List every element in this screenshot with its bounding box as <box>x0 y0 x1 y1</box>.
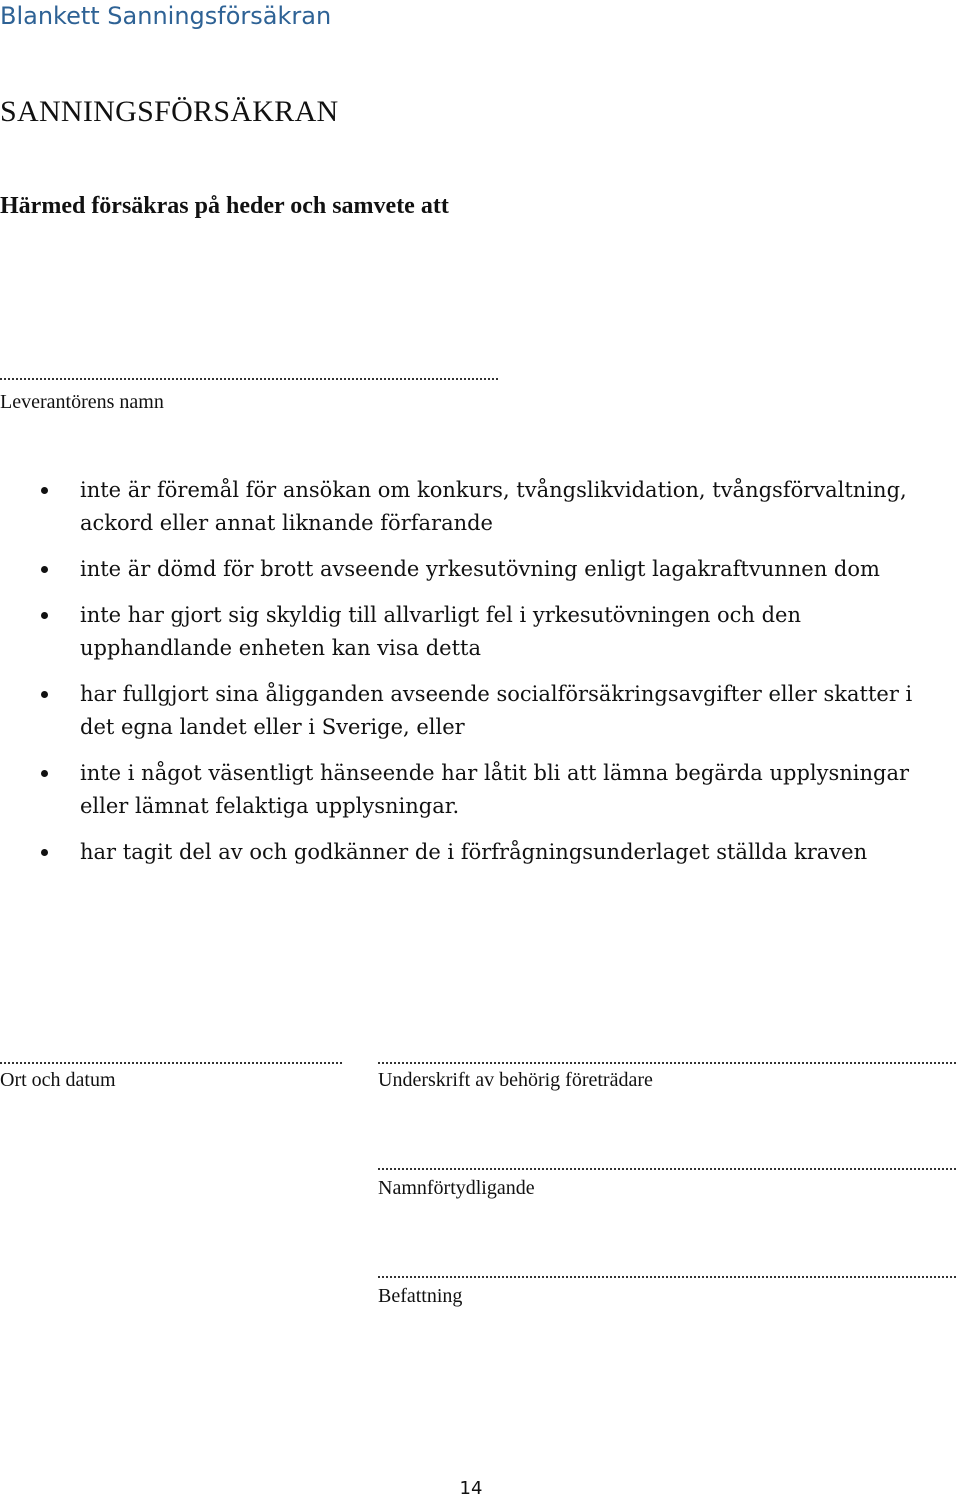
supplier-name-label: Leverantörens namn <box>0 391 164 413</box>
bullet-icon <box>41 849 48 856</box>
signature-label: Underskrift av behörig företrädare <box>378 1069 653 1091</box>
declaration-item <box>0 757 960 823</box>
position-label: Befattning <box>378 1285 463 1307</box>
declaration-text: har fullgjort sina åligganden avseende socialförsäkringsavgifter eller skatter i det egna landet eller i Sverige, eller <box>80 682 913 739</box>
bullet-icon <box>41 691 48 698</box>
declaration-text: inte i något väsentligt hänseende har låtit bli att lämna begärda upplysningar eller lämnat felaktiga upplysningar. <box>80 761 910 818</box>
document-title: SANNINGSFÖRSÄKRAN <box>0 95 339 128</box>
signature-line <box>378 1062 956 1064</box>
declaration-item <box>0 836 960 869</box>
supplier-name-line <box>0 378 498 380</box>
declaration-item <box>0 474 960 540</box>
bullet-icon <box>41 487 48 494</box>
document-subtitle: Härmed försäkras på heder och samvete att <box>0 193 449 219</box>
header-title: Blankett Sanningsförsäkran <box>0 2 332 30</box>
declaration-text: har tagit del av och godkänner de i förfrågningsunderlaget ställda kraven <box>80 840 868 864</box>
declaration-list <box>0 474 960 882</box>
place-date-line <box>0 1062 342 1064</box>
bullet-icon <box>41 770 48 777</box>
bullet-icon <box>41 566 48 573</box>
place-date-label: Ort och datum <box>0 1069 116 1091</box>
name-clarification-line <box>378 1168 956 1170</box>
declaration-text: inte är dömd för brott avseende yrkesutövning enligt lagakraftvunnen dom <box>80 557 880 581</box>
page-number: 14 <box>459 1478 483 1499</box>
declaration-text: inte är föremål för ansökan om konkurs, tvångslikvidation, tvångsförvaltning, ackord eller annat liknande förfarande <box>80 478 907 535</box>
declaration-text: inte har gjort sig skyldig till allvarligt fel i yrkesutövningen och den upphandlande enheten kan visa detta <box>80 603 802 660</box>
name-clarification-label: Namnförtydligande <box>378 1177 535 1199</box>
declaration-item <box>0 678 960 744</box>
declaration-item <box>0 553 960 586</box>
position-line <box>378 1276 956 1278</box>
bullet-icon <box>41 612 48 619</box>
declaration-item <box>0 599 960 665</box>
